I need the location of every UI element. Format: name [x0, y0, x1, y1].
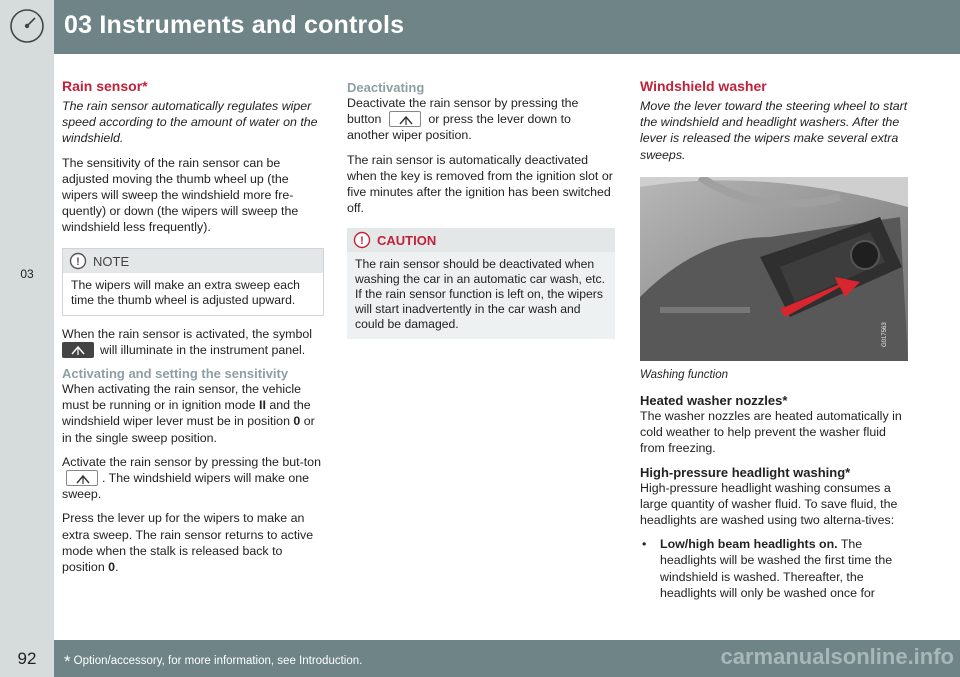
activating-text-e: or in the single sweep position.	[62, 414, 315, 445]
note-label: NOTE	[93, 253, 130, 269]
watermark: carmanualsonline.info	[720, 644, 954, 669]
bullet-bold: Low/high beam headlights on.	[660, 537, 838, 552]
rain-sensor-intro: The rain sensor automatically regulates wiper speed according to the amount of water on the windshield.	[62, 99, 318, 146]
svg-text:!: !	[76, 255, 80, 268]
sensitivity-paragraph: The sensitivity of the rain sensor can be adjusted moving the thumb wheel up (the wipers will sweep the windshield more fre-quently) or down (the wipers will sweep the windshield less frequently).	[62, 155, 299, 235]
bullet-dot: •	[642, 537, 647, 552]
note-text: The wipers will make an extra sweep each time the thumb wheel is adjusted upward.	[71, 277, 300, 307]
svg-text:!: !	[360, 235, 364, 248]
footnote-star: *	[64, 652, 71, 671]
list-item	[640, 536, 910, 601]
deactivating-text-b: or press the lever down to another wiper position.	[347, 112, 571, 143]
rain-sensor-button	[389, 111, 421, 127]
activating-text-a: When activating the rain sensor, the vehicle must be running or in ignition mode	[62, 382, 301, 413]
column-deactivating	[347, 80, 615, 349]
windshield-washer-heading: Windshield washer	[640, 78, 767, 94]
symbol-text-b: will illuminate in the instrument panel.	[100, 342, 306, 357]
wiper-icon	[75, 473, 91, 485]
heated-nozzles-paragraph: The washer nozzles are heated automatically in cold weather to help prevent the washer fluid from freezing.	[640, 409, 902, 456]
activating-text-c: and the windshield wiper lever must be in position	[62, 398, 311, 429]
symbol-text-a: When the rain sensor is activated, the symbol	[62, 326, 312, 341]
footnote-text: Option/accessory, for more information, see Introduction.	[73, 655, 363, 667]
washing-function-photo	[640, 177, 908, 361]
wiper-icon	[398, 114, 414, 126]
caution-label: CAUTION	[377, 233, 437, 249]
caution-box-header	[347, 228, 615, 252]
page-number: 92	[17, 649, 37, 668]
footnote	[64, 652, 362, 672]
page-header	[0, 0, 960, 54]
deactivating-heading: Deactivating	[347, 80, 425, 95]
wiper-lever-illustration	[640, 177, 908, 361]
footer-number-box	[0, 640, 54, 677]
headlight-washing-heading: High-pressure headlight washing*	[640, 464, 851, 480]
photo-code: G017563	[882, 322, 888, 347]
gauge-icon	[9, 8, 45, 44]
activate-button-paragraph	[62, 454, 324, 503]
bullet-text: The headlights will be washed the first time the windshield is washed. Thereafter, the headlights will only be washed once for	[660, 537, 893, 600]
page-title: 03 Instruments and controls	[64, 11, 405, 39]
activate-text-b: . The windshield wipers will make one sweep.	[62, 471, 310, 502]
lever-text-c: .	[115, 560, 119, 575]
warning-icon	[353, 231, 371, 249]
header-icon-box	[0, 0, 54, 54]
column-windshield-washer	[640, 78, 910, 607]
lever-position: 0	[108, 560, 116, 575]
headlight-washing-paragraph: High-pressure headlight washing consumes a large quantity of washer fluid. To save fluid, the headlights are washed using two alterna-tives:	[640, 480, 898, 528]
activating-paragraph	[62, 381, 324, 446]
lever-text-a: Press the lever up for the wipers to make an extra sweep. The rain sensor returns to active mode when the stalk is released back to position	[62, 511, 314, 575]
info-icon	[69, 252, 87, 270]
heated-nozzles-heading: Heated washer nozzles*	[640, 393, 788, 409]
deactivating-paragraph	[347, 95, 615, 144]
rain-sensor-symbol	[62, 342, 94, 358]
note-box	[62, 248, 324, 316]
auto-deactivate-paragraph: The rain sensor is automatically deactivated when the key is removed from the ignition slot or five minutes after the ignition has been switched off.	[347, 152, 613, 216]
caution-box	[347, 228, 615, 339]
rain-sensor-heading: Rain sensor*	[62, 78, 148, 94]
symbol-paragraph	[62, 326, 324, 358]
page-footer	[0, 640, 960, 677]
caution-text: The rain sensor should be deactivated when washing the car in an automatic car wash, etc. If the rain sensor function is left on, the wipers will start inadvertently in the car wash and could be damaged.	[355, 257, 605, 332]
deactivating-text-a: Deactivate the rain sensor by pressing the button	[347, 96, 579, 127]
photo-caption: Washing function	[640, 368, 729, 381]
activating-heading: Activating and setting the sensitivity	[62, 366, 289, 382]
lever-paragraph	[62, 510, 324, 575]
wiper-icon	[70, 344, 86, 356]
windshield-washer-intro: Move the lever toward the steering wheel to start the windshield and headlight washers. After the lever is released the wipers make several extra sweeps.	[640, 99, 908, 162]
position-zero: 0	[293, 414, 301, 429]
note-box-header	[63, 249, 323, 273]
ignition-mode: II	[259, 398, 266, 413]
section-side-strip	[0, 54, 54, 640]
column-rain-sensor	[62, 78, 324, 583]
activate-text-a: Activate the rain sensor by pressing the but-ton	[62, 454, 321, 469]
section-number: 03	[20, 267, 34, 281]
rain-sensor-button	[66, 470, 98, 486]
